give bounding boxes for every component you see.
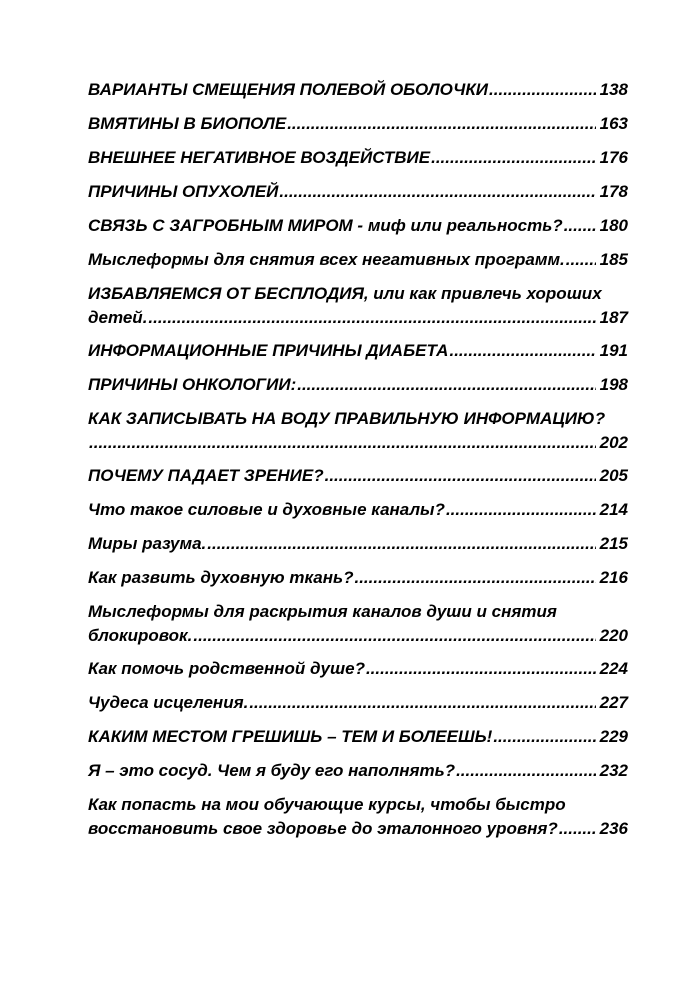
toc-entry-title: ПРИЧИНЫ ОПУХОЛЕЙ: [88, 182, 279, 201]
toc-entry: [88, 725, 628, 749]
toc-entry-title: СВЯЗЬ С ЗАГРОБНЫМ МИРОМ - миф или реальность?: [88, 216, 563, 235]
toc-entry-title: восстановить свое здоровье до эталонного уровня?: [88, 818, 558, 838]
toc-entry-title: блокировок.: [88, 625, 193, 645]
toc-entry-line: [88, 78, 628, 102]
toc-page-number: 232: [599, 761, 628, 780]
toc-entry-line: [88, 566, 628, 590]
toc-entry: [88, 498, 628, 522]
dot-leader: [564, 214, 596, 238]
toc-entry: [88, 282, 628, 329]
toc-page-number: 205: [599, 466, 628, 485]
toc-entry-line: [88, 180, 628, 204]
dot-leader: [493, 725, 595, 749]
toc-entry-title: ВМЯТИНЫ В БИОПОЛЕ: [88, 114, 287, 133]
toc-entry-line: [88, 339, 628, 363]
toc-entry-title: ВАРИАНТЫ СМЕЩЕНИЯ ПОЛЕВОЙ ОБОЛОЧКИ: [88, 80, 489, 99]
toc-page-number: 180: [599, 216, 628, 235]
toc-page-number: 216: [599, 568, 628, 587]
dot-leader: [456, 759, 596, 783]
dot-leader: [148, 306, 595, 330]
toc-entry-title: ВНЕШНЕЕ НЕГАТИВНОЕ ВОЗДЕЙСТВИЕ: [88, 148, 431, 167]
toc-page-number: 229: [599, 727, 628, 746]
toc-page-number: 220: [599, 625, 628, 645]
dot-leader: [354, 566, 595, 590]
toc-entry-line: [88, 306, 628, 330]
toc-entry: [88, 793, 628, 840]
dot-leader: [287, 112, 595, 136]
dot-leader: [489, 78, 596, 102]
dot-leader: [207, 532, 595, 556]
toc-page-number: 138: [599, 80, 628, 99]
dot-leader: [89, 431, 596, 455]
toc-entry: [88, 78, 628, 102]
toc-entry-title: Мыслеформы для снятия всех негативных программ.: [88, 250, 565, 269]
toc-entry: [88, 407, 628, 454]
toc-page-number: 215: [599, 534, 628, 553]
toc-entry-line: [88, 431, 628, 455]
dot-leader: [325, 464, 596, 488]
toc-page-number: 224: [599, 659, 628, 678]
toc-entry: [88, 180, 628, 204]
toc-entry-line: [88, 498, 628, 522]
dot-leader: [279, 180, 595, 204]
toc-entry-title: Я – это сосуд. Чем я буду его наполнять?: [88, 761, 456, 780]
toc-entry-title: Что такое силовые и духовные каналы?: [88, 500, 445, 519]
dot-leader: [446, 498, 596, 522]
toc-entry-line: [88, 725, 628, 749]
toc-entry-title: КАКИМ МЕСТОМ ГРЕШИШЬ – ТЕМ И БОЛЕЕШЬ!: [88, 727, 493, 746]
toc-page-number: 163: [599, 114, 628, 133]
dot-leader: [559, 817, 596, 841]
toc-entry: [88, 464, 628, 488]
toc-entry: [88, 339, 628, 363]
toc-page-number: 185: [599, 250, 628, 269]
toc-entry-line: [88, 817, 628, 841]
toc-entry-title: Как помочь родственной душе?: [88, 659, 365, 678]
toc-page-number: 178: [599, 182, 628, 201]
toc-entry-title-line: КАК ЗАПИСЫВАТЬ НА ВОДУ ПРАВИЛЬНУЮ ИНФОРМАЦИЮ?: [88, 409, 606, 428]
toc-entry: [88, 112, 628, 136]
dot-leader: [366, 657, 596, 681]
toc-entry-title-line: Мыслеформы для раскрытия каналов души и снятия: [88, 602, 557, 621]
toc-entry-title-line: ИЗБАВЛЯЕМСЯ ОТ БЕСПЛОДИЯ, или как привлечь хороших: [88, 284, 602, 303]
toc-entry: [88, 657, 628, 681]
toc-page-number: 187: [599, 307, 628, 327]
toc-entry-title-line: Как попасть на мои обучающие курсы, чтобы быстро: [88, 795, 566, 814]
toc-entry-line: [88, 691, 628, 715]
toc-entry: [88, 146, 628, 170]
dot-leader: [431, 146, 596, 170]
toc-page-number: 214: [599, 500, 628, 519]
toc-entry-title: ПРИЧИНЫ ОНКОЛОГИИ:: [88, 375, 297, 394]
toc-entry: [88, 691, 628, 715]
toc-entry: [88, 248, 628, 272]
toc-page-number: 227: [599, 693, 628, 712]
dot-leader: [566, 248, 596, 272]
dot-leader: [449, 339, 595, 363]
toc-entry: [88, 373, 628, 397]
toc-page-number: 198: [599, 375, 628, 394]
toc-entry-title: ПОЧЕМУ ПАДАЕТ ЗРЕНИЕ?: [88, 466, 324, 485]
toc-entry-line: [88, 214, 628, 238]
toc-entry: [88, 759, 628, 783]
toc-entry-title: детей.: [88, 307, 148, 327]
toc-entry-line: [88, 657, 628, 681]
dot-leader: [193, 624, 595, 648]
toc-entry: [88, 532, 628, 556]
toc-page-number: 176: [599, 148, 628, 167]
toc-page-number: 191: [599, 341, 628, 360]
toc-entry-line: [88, 248, 628, 272]
dot-leader: [297, 373, 595, 397]
toc-entry-line: [88, 146, 628, 170]
toc-page-number: 202: [599, 432, 628, 452]
toc-page-number: 236: [599, 818, 628, 838]
toc-entry-line: [88, 532, 628, 556]
toc-entry-title: ИНФОРМАЦИОННЫЕ ПРИЧИНЫ ДИАБЕТА: [88, 341, 449, 360]
dot-leader: [249, 691, 595, 715]
toc-entry-line: [88, 373, 628, 397]
toc-entry: [88, 600, 628, 647]
toc-entry: [88, 566, 628, 590]
toc-entry: [88, 214, 628, 238]
toc-entry-title: Миры разума.: [88, 534, 207, 553]
toc-entry-line: [88, 112, 628, 136]
toc-entry-title: Чудеса исцеления.: [88, 693, 249, 712]
toc-entry-line: [88, 759, 628, 783]
toc-entry-line: [88, 624, 628, 648]
table-of-contents: [88, 78, 628, 850]
toc-entry-title: Как развить духовную ткань?: [88, 568, 354, 587]
toc-entry-line: [88, 464, 628, 488]
